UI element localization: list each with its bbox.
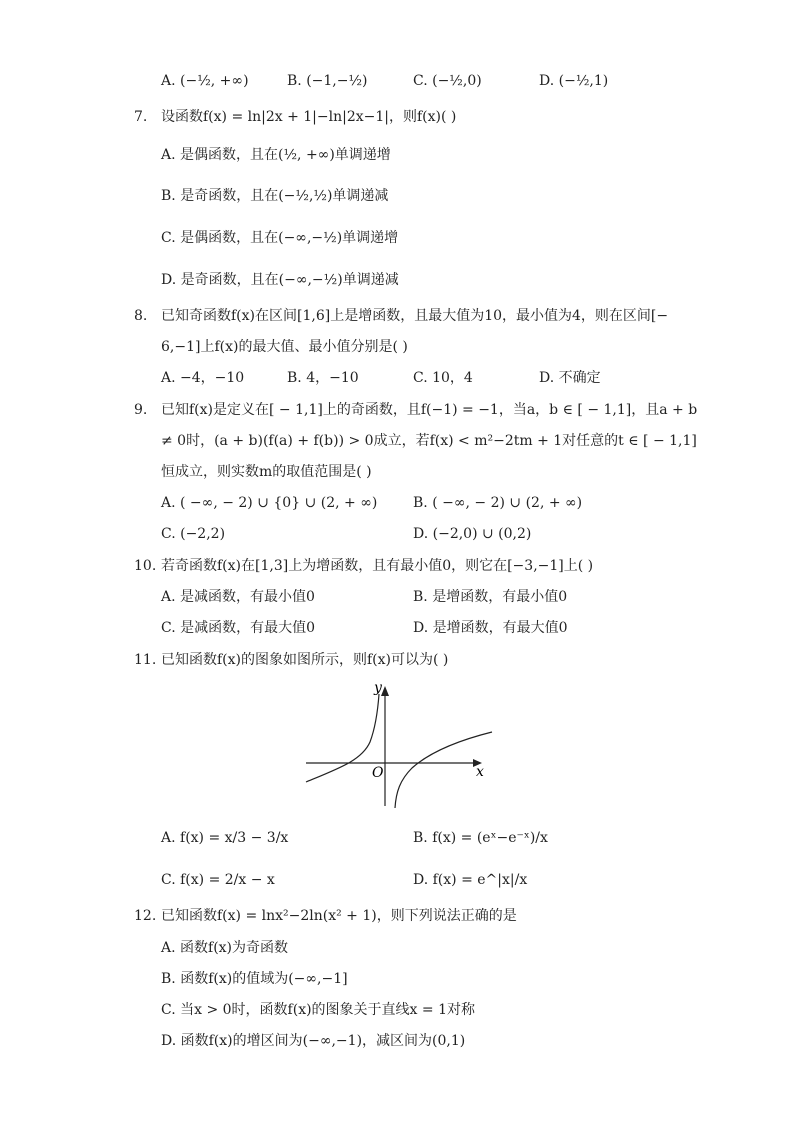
q12-stem: 已知函数f(x) = lnx²−2ln(x² + 1)，则下列说法正确的是 — [161, 908, 517, 924]
q8-stem-line1: 已知奇函数f(x)在区间[1,6]上是增函数，且最大值为10，最小值为4，则在区间[− — [161, 308, 669, 324]
q12-option-a[interactable]: A. 函数f(x)为奇函数 — [161, 940, 289, 956]
q8-option-d[interactable]: D. 不确定 — [539, 370, 601, 386]
q7-option-b[interactable]: B. 是奇函数，且在(−½,½)单调递减 — [161, 188, 389, 204]
q7-option-a[interactable]: A. 是偶函数，且在(½, +∞)单调递增 — [161, 147, 391, 163]
q9-stem-line1: 已知f(x)是定义在[ − 1,1]上的奇函数，且f(−1) = −1，当a，b ∈ [ − 1,1]，且a + b — [161, 402, 698, 418]
origin-label: O — [372, 765, 384, 781]
q6-option-d[interactable]: D. (−½,1) — [539, 73, 609, 89]
q12-option-b[interactable]: B. 函数f(x)的值域为(−∞,−1] — [161, 971, 348, 987]
q10-stem: 若奇函数f(x)在[1,3]上为增函数，且有最小值0，则它在[−3,−1]上( ) — [161, 558, 594, 574]
q6-option-a[interactable]: A. (−½, +∞) — [161, 73, 249, 89]
q9-option-d[interactable]: D. (−2,0) ∪ (0,2) — [413, 526, 532, 542]
q10-option-b[interactable]: B. 是增函数，有最小值0 — [413, 589, 568, 605]
q12-option-d[interactable]: D. 函数f(x)的增区间为(−∞,−1)，减区间为(0,1) — [161, 1033, 466, 1049]
q8-option-b[interactable]: B. 4，−10 — [287, 370, 359, 386]
q10-option-d[interactable]: D. 是增函数，有最大值0 — [413, 620, 568, 636]
q12-option-c[interactable]: C. 当x > 0时，函数f(x)的图象关于直线x = 1对称 — [161, 1002, 475, 1018]
q9-stem-line3: 恒成立，则实数m的取值范围是( ) — [161, 464, 372, 480]
q11-option-c[interactable]: C. f(x) = 2/x − x — [161, 872, 275, 888]
y-axis-label: y — [374, 680, 382, 696]
q7-option-d[interactable]: D. 是奇函数，且在(−∞,−½)单调递减 — [161, 272, 399, 288]
q8-option-a[interactable]: A. −4，−10 — [161, 370, 245, 386]
q7-option-c[interactable]: C. 是偶函数，且在(−∞,−½)单调递增 — [161, 230, 399, 246]
q6-option-b[interactable]: B. (−1,−½) — [287, 73, 368, 89]
q9-stem-line2: ≠ 0时，(a + b)(f(a) + f(b)) > 0成立，若f(x) < m²−2tm + 1对任意的t ∈ [ − 1,1] — [161, 433, 697, 449]
question-number-12: 12. — [134, 908, 157, 924]
q7-stem: 设函数f(x) = ln|2x + 1|−ln|2x−1|，则f(x)( ) — [161, 109, 457, 125]
q10-option-a[interactable]: A. 是减函数，有最小值0 — [161, 589, 315, 605]
q9-option-c[interactable]: C. (−2,2) — [161, 526, 226, 542]
q8-option-c[interactable]: C. 10，4 — [413, 370, 473, 386]
q6-option-c[interactable]: C. (−½,0) — [413, 73, 482, 89]
q9-option-a[interactable]: A. ( −∞, − 2) ∪ {0} ∪ (2, + ∞) — [161, 495, 378, 511]
curve-left-branch — [306, 694, 379, 782]
q11-option-d[interactable]: D. f(x) = e^|x|/x — [413, 872, 528, 888]
question-number-9: 9. — [134, 402, 148, 418]
x-axis-label: x — [476, 764, 484, 780]
question-number-7: 7. — [134, 109, 148, 125]
question-number-11: 11. — [134, 652, 157, 668]
question-number-8: 8. — [134, 308, 148, 324]
q10-option-c[interactable]: C. 是减函数，有最大值0 — [161, 620, 316, 636]
y-axis-arrow-icon — [381, 686, 389, 696]
question-number-10: 10. — [134, 558, 157, 574]
q11-option-b[interactable]: B. f(x) = (eˣ−e⁻ˣ)/x — [413, 830, 548, 846]
q11-function-graph — [300, 676, 500, 812]
q9-option-b[interactable]: B. ( −∞, − 2) ∪ (2, + ∞) — [413, 495, 583, 511]
q8-stem-line2: 6,−1]上f(x)的最大值、最小值分别是( ) — [161, 339, 408, 355]
q11-stem: 已知函数f(x)的图象如图所示，则f(x)可以为( ) — [161, 652, 449, 668]
q11-option-a[interactable]: A. f(x) = x/3 − 3/x — [161, 830, 289, 846]
